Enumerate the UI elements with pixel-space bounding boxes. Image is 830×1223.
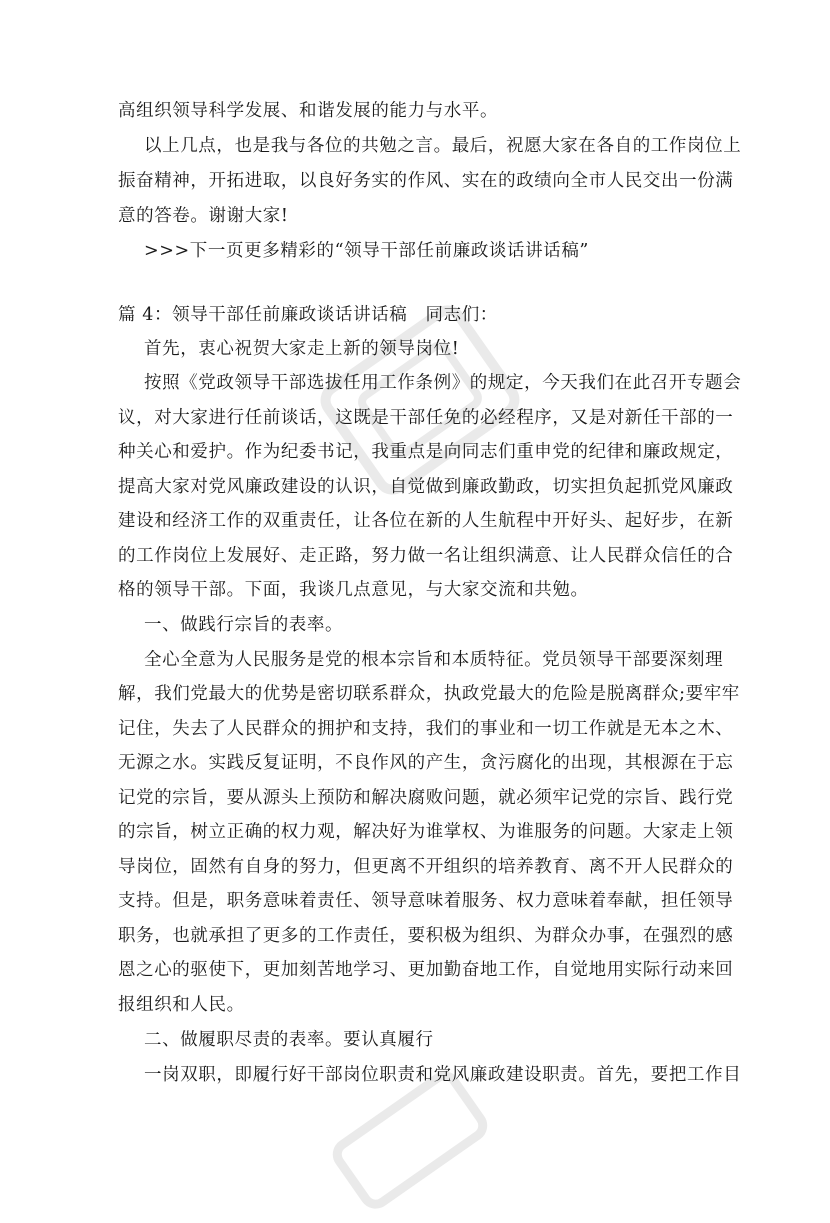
paragraph-line: 按照《党政领导干部选拔任用工作条例》的规定，今天我们在此召开专题会 xyxy=(144,373,742,393)
next-page-link[interactable]: >>>下一页更多精彩的“领导干部任前廉政谈话讲话稿” xyxy=(144,241,589,261)
subsection-heading: 一、做践行宗旨的表率。 xyxy=(144,615,344,635)
paragraph-line: 振奋精神，开拓进取，以良好务实的作风、实在的政绩向全市人民交出一份满 xyxy=(118,171,734,191)
paragraph-line: 报组织和人民。 xyxy=(118,995,245,1015)
paragraph-line: 建设和经济工作的双重责任，让各位在新的人生航程中开好头、起好步，在新 xyxy=(118,511,734,531)
section-heading: 篇 4：领导干部任前廉政谈话讲话稿 同志们： xyxy=(118,305,498,325)
paragraph-line: 种关心和爱护。作为纪委书记，我重点是向同志们重申党的纪律和廉政规定， xyxy=(118,442,734,462)
paragraph-line: 记党的宗旨，要从源头上预防和解决腐败问题，就必须牢记党的宗旨、践行党 xyxy=(118,788,734,808)
paragraph-line: 导岗位，固然有自身的努力，但更离不开组织的培养教育、离不开人民群众的 xyxy=(118,857,734,877)
paragraph-line: 的宗旨，树立正确的权力观，解决好为谁掌权、为谁服务的问题。大家走上领 xyxy=(118,822,734,842)
paragraph-line: 一岗双职，即履行好干部岗位职责和党风廉政建设职责。首先，要把工作目 xyxy=(144,1065,742,1085)
paragraph-line: 无源之水。实践反复证明，不良作风的产生，贪污腐化的出现，其根源在于忘 xyxy=(118,753,734,773)
paragraph-line: 记住，失去了人民群众的拥护和支持，我们的事业和一切工作就是无本之木、 xyxy=(118,719,734,739)
paragraph-line: 以上几点，也是我与各位的共勉之言。最后，祝愿大家在各自的工作岗位上 xyxy=(144,136,742,156)
paragraph-line: 首先，衷心祝贺大家走上新的领导岗位! xyxy=(144,339,460,359)
paragraph-line: 高组织领导科学发展、和谐发展的能力与水平。 xyxy=(118,101,499,121)
paragraph-line: 提高大家对党风廉政建设的认识，自觉做到廉政勤政，切实担负起抓党风廉政 xyxy=(118,477,734,497)
paragraph-line: 议，对大家进行任前谈话，这既是干部任免的必经程序，又是对新任干部的一 xyxy=(118,408,734,428)
paragraph-line: 职务，也就承担了更多的工作责任，要积极为组织、为群众办事，在强烈的感 xyxy=(118,926,734,946)
paragraph-line: 支持。但是，职务意味着责任、领导意味着服务、权力意味着奉献，担任领导 xyxy=(118,891,734,911)
subsection-heading: 二、做履职尽责的表率。要认真履行 xyxy=(144,1030,434,1050)
paragraph-line: 的工作岗位上发展好、走正路，努力做一名让组织满意、让人民群众信任的合 xyxy=(118,546,734,566)
paragraph-line: 解，我们党最大的优势是密切联系群众，执政党最大的危险是脱离群众;要牢牢 xyxy=(118,684,740,704)
paragraph-line: 恩之心的驱使下，更加刻苦地学习、更加勤奋地工作，自觉地用实际行动来回 xyxy=(118,960,734,980)
paragraph-line: 全心全意为人民服务是党的根本宗旨和本质特征。党员领导干部要深刻理 xyxy=(144,650,724,670)
paragraph-line: 意的答卷。谢谢大家! xyxy=(118,206,289,226)
paragraph-line: 格的领导干部。下面，我谈几点意见，与大家交流和共勉。 xyxy=(118,580,589,600)
